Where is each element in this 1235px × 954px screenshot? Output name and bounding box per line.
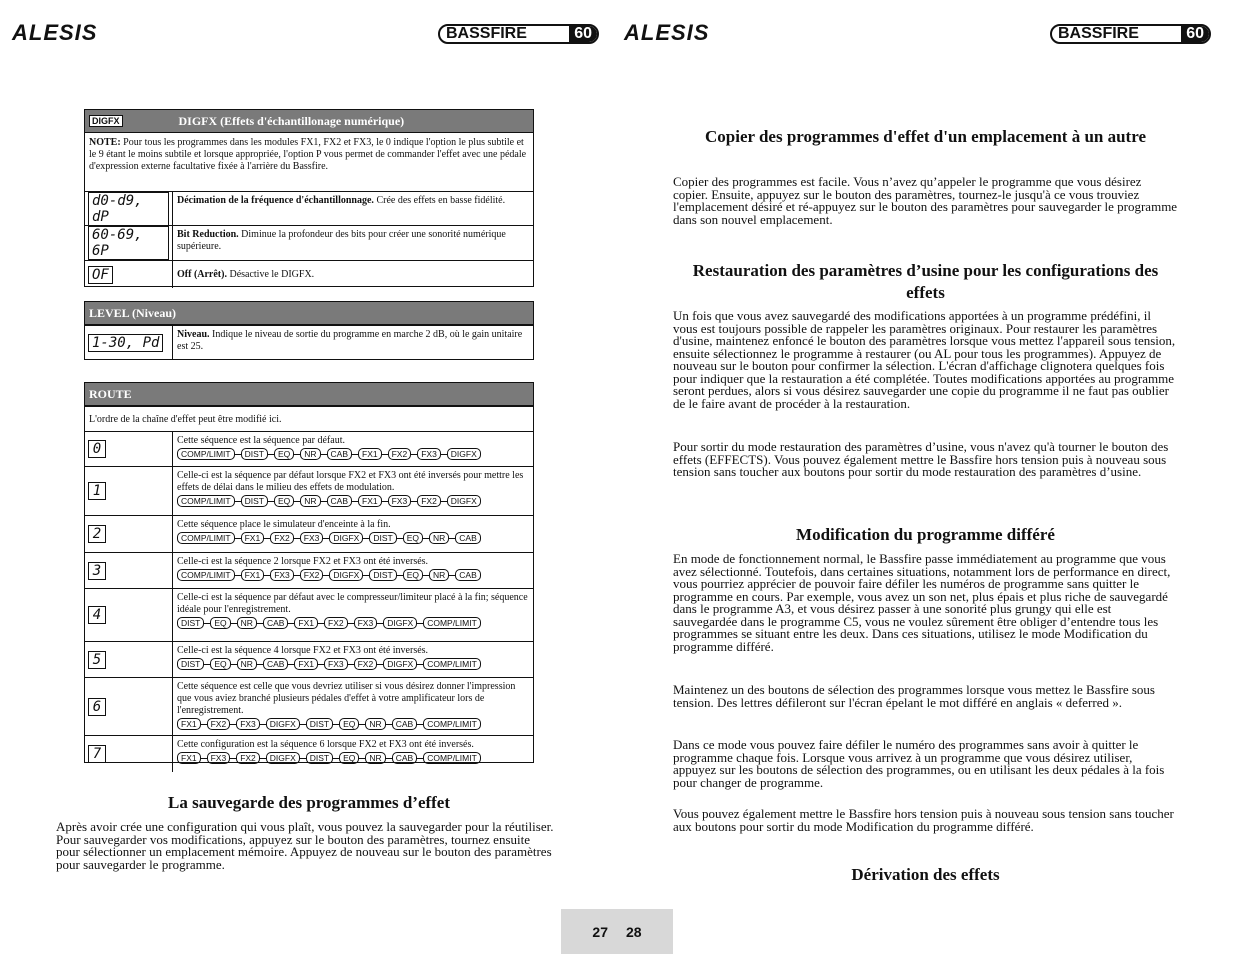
- route-desc: Cette séquence est la séquence par défaut.: [177, 435, 345, 446]
- chain-block: EQ: [274, 448, 294, 460]
- bassfire-logo-left: [438, 24, 599, 44]
- chain-block: FX3: [207, 752, 231, 764]
- lcd-display: 5: [88, 651, 106, 669]
- row-desc: Désactive le DIGFX.: [229, 268, 315, 280]
- chain-block: DIGFX: [329, 569, 363, 581]
- page-number-right: 28: [626, 923, 642, 940]
- effect-chain: [177, 495, 529, 507]
- chain-block: DIGFX: [329, 532, 363, 544]
- chain-block: FX1: [294, 617, 318, 629]
- route-desc: Celle-ci est la séquence 4 lorsque FX2 et FX3 ont été inversés.: [177, 645, 429, 656]
- chain-block: NR: [429, 569, 449, 581]
- chain-connector: [235, 454, 241, 455]
- route-desc-cell: [173, 678, 533, 735]
- lcd-display: 3: [88, 562, 106, 580]
- effect-chain: [177, 448, 529, 460]
- chain-block: CAB: [263, 617, 288, 629]
- route-row: [85, 641, 533, 677]
- chain-connector: [231, 664, 237, 665]
- note-text: Pour tous les programmes dans les modules FX1, FX2 et FX3, le 0 indique l'option le plus subtile et le 9 étant le moins subtile et lorsque appropriée, l'option P vous permet de commander l'effet avec une pédale d'expression externe facultative fixée à l'arrière du Bassfire.: [89, 137, 527, 172]
- effect-chain: [177, 617, 529, 629]
- alesis-logo-left: ALESIS: [12, 20, 98, 45]
- chain-block: DIGFX: [383, 658, 417, 670]
- chain-block: EQ: [339, 718, 359, 730]
- route-lcd-cell: [85, 678, 173, 735]
- route-desc-cell: [173, 642, 533, 677]
- row-label: Off (Arrêt).: [177, 268, 227, 280]
- lcd-display: 1-30, Pd: [88, 334, 163, 352]
- chain-connector: [348, 623, 354, 624]
- chain-block: CAB: [455, 569, 480, 581]
- chain-connector: [300, 758, 306, 759]
- chain-connector: [397, 538, 403, 539]
- chain-block: NR: [237, 617, 257, 629]
- chain-block: FX3: [236, 718, 260, 730]
- digfx-row: [85, 191, 533, 225]
- chain-connector: [260, 724, 266, 725]
- route-row: [85, 466, 533, 515]
- route-desc-cell: [173, 432, 533, 466]
- route-row: [85, 588, 533, 641]
- chain-connector: [386, 758, 392, 759]
- bassfire-logo-text: BASSFIRE: [446, 25, 527, 42]
- lcd-display: 1: [88, 482, 106, 500]
- level-table: [84, 301, 534, 360]
- chain-connector: [294, 538, 300, 539]
- chain-block: COMP/LIMIT: [177, 448, 235, 460]
- route-desc: Celle-ci est la séquence 2 lorsque FX2 et FX3 ont été inversés.: [177, 556, 429, 567]
- chain-block: FX2: [324, 617, 348, 629]
- chain-block: FX1: [177, 752, 201, 764]
- chain-connector: [321, 501, 327, 502]
- chain-connector: [397, 575, 403, 576]
- chain-block: FX3: [417, 448, 441, 460]
- route-lcd-cell: [85, 736, 173, 772]
- bassfire-logo-model: 60: [569, 26, 597, 42]
- chain-connector: [348, 664, 354, 665]
- route-lcd-cell: [85, 589, 173, 641]
- route-desc: Celle-ci est la séquence par défaut lorsque FX2 et FX3 ont été inversés pour mettre les effets de délai dans le milieu des effets de modulation.: [177, 470, 524, 493]
- chain-block: EQ: [403, 532, 423, 544]
- chain-block: DIGFX: [447, 495, 481, 507]
- digfx-row: [85, 225, 533, 260]
- chain-block: COMP/LIMIT: [423, 658, 481, 670]
- route-row: [85, 431, 533, 466]
- effect-chain: [177, 718, 529, 730]
- digfx-table: [84, 109, 534, 287]
- note-label: NOTE:: [89, 137, 121, 148]
- chain-block: NR: [365, 752, 385, 764]
- route-row: [85, 735, 533, 772]
- digfx-note: [85, 133, 533, 191]
- chain-block: COMP/LIMIT: [177, 495, 235, 507]
- chain-block: FX2: [207, 718, 231, 730]
- route-desc-cell: [173, 589, 533, 641]
- chain-block: DIGFX: [383, 617, 417, 629]
- chain-connector: [235, 501, 241, 502]
- chain-block: EQ: [210, 658, 230, 670]
- chain-block: DIST: [177, 617, 204, 629]
- row-label: Bit Reduction.: [177, 229, 239, 240]
- route-desc-cell: [173, 467, 533, 515]
- chain-connector: [382, 454, 388, 455]
- level-row: [85, 325, 533, 360]
- route-row: [85, 515, 533, 552]
- chain-block: FX3: [354, 617, 378, 629]
- row-label: Décimation de la fréquence d'échantillonnage.: [177, 195, 374, 206]
- chain-block: COMP/LIMIT: [423, 752, 481, 764]
- route-row: [85, 677, 533, 735]
- digfx-header: [85, 110, 533, 133]
- route-desc: Cette configuration est la séquence 6 lorsque FX2 et FX3 ont été inversés.: [177, 739, 474, 750]
- chain-block: COMP/LIMIT: [423, 617, 481, 629]
- chain-block: FX2: [300, 569, 324, 581]
- deferred-text-3: Dans ce mode vous pouvez faire défiler le numéro des programmes sans avoir à quitter le programme chaque fois. Lorsque vous arrivez à un programme que vous désirez utiliser, appuyez sur les boutons de sélection des programmes, ou en utilisant les deux pédales à la fois pour changer de programme.: [673, 737, 1165, 790]
- route-row: [85, 552, 533, 588]
- route-lcd-cell: [85, 467, 173, 515]
- chain-connector: [441, 501, 447, 502]
- chain-block: FX1: [177, 718, 201, 730]
- chain-block: EQ: [210, 617, 230, 629]
- chain-block: CAB: [392, 752, 417, 764]
- chain-block: CAB: [263, 658, 288, 670]
- effect-chain: [177, 569, 529, 581]
- route-table: [84, 382, 534, 763]
- chain-block: COMP/LIMIT: [423, 718, 481, 730]
- effect-chain: [177, 658, 529, 670]
- save-programs-text: Après avoir crée une configuration qui vous plaît, vous pouvez la sauvegarder pour la réutiliser. Pour sauvegarder vos modifications, appuyez sur le bouton des paramètres, tournez ensuite pour sélectionner un emplacement mémoire. Appuyez de nouveau sur le bouton des paramètres pour sauvegarder le programme.: [56, 819, 554, 872]
- chain-block: DIST: [306, 752, 333, 764]
- digfx-title: DIGFX (Effets d'échantillonage numérique): [178, 113, 405, 128]
- chain-connector: [386, 724, 392, 725]
- route-desc: Cette séquence place le simulateur d'enceinte à la fin.: [177, 519, 391, 530]
- chain-block: DIST: [306, 718, 333, 730]
- chain-connector: [235, 575, 241, 576]
- chain-block: FX1: [358, 495, 382, 507]
- route-lcd-cell: [85, 432, 173, 466]
- chain-block: FX2: [354, 658, 378, 670]
- chain-connector: [260, 758, 266, 759]
- chain-block: FX1: [241, 569, 265, 581]
- chain-block: EQ: [274, 495, 294, 507]
- chain-block: DIST: [369, 569, 396, 581]
- row-label: Niveau.: [177, 329, 210, 340]
- chain-block: NR: [300, 495, 320, 507]
- bassfire-logo-right: [1050, 24, 1211, 44]
- chain-block: EQ: [339, 752, 359, 764]
- deferred-title: Modification du programme différé: [796, 525, 1055, 544]
- chain-block: DIST: [177, 658, 204, 670]
- effect-chain: [177, 752, 529, 764]
- route-lcd-cell: [85, 553, 173, 588]
- save-programs-title: La sauvegarde des programmes d’effet: [167, 793, 451, 812]
- deferred-text-4: Vous pouvez également mettre le Bassfire hors tension puis à nouveau sous tension sans toucher aux boutons pour sortir du mode Modification du programme différé.: [673, 806, 1174, 834]
- route-desc: Cette séquence est celle que vous devriez utiliser si vous désirez donner l'impression que vous aviez branché plusieurs pédales d'effet à votre amplificateur lors de l'enregistrement.: [177, 681, 516, 716]
- row-desc: Indique le niveau de sortie du programme en marche 2 dB, où le gain unitaire est 25.: [177, 329, 523, 352]
- bassfire-logo-text: BASSFIRE: [1058, 25, 1139, 42]
- chain-block: FX2: [236, 752, 260, 764]
- chain-block: DIGFX: [447, 448, 481, 460]
- chain-connector: [294, 575, 300, 576]
- chain-block: FX1: [241, 532, 265, 544]
- copy-programs-text: Copier des programmes est facile. Vous n’avez qu’appeler le programme que vous désirez copier. Ensuite, appuyez sur le bouton des paramètres, tournez-le jusqu'à ce vous trouviez l'emplacement désiré et ré-appuyez sur le bouton des paramètres pour sauvegarder le programme dans son nouvel emplacement.: [673, 174, 1178, 227]
- chain-block: FX1: [294, 658, 318, 670]
- row-desc: Crée des effets en basse fidélité.: [376, 195, 506, 206]
- chain-block: FX3: [300, 532, 324, 544]
- chain-block: COMP/LIMIT: [177, 532, 235, 544]
- route-header: ROUTE: [85, 383, 533, 406]
- level-header: LEVEL (Niveau): [85, 302, 533, 325]
- digfx-row: [85, 260, 533, 288]
- lcd-display: 4: [88, 606, 106, 624]
- chain-block: NR: [429, 532, 449, 544]
- lcd-display: d0-d9, dP: [88, 192, 169, 226]
- row-desc: Diminue la profondeur des bits pour créer une sonorité numérique supérieure.: [177, 229, 506, 252]
- restore-title: Restauration des paramètres d’usine pour les configurations des effets: [692, 261, 1159, 302]
- chain-block: COMP/LIMIT: [177, 569, 235, 581]
- bassfire-logo-model: 60: [1181, 26, 1209, 42]
- effect-chain: [177, 532, 529, 544]
- chain-block: NR: [365, 718, 385, 730]
- copy-programs-title: Copier des programmes d'effet d'un emplacement à un autre: [704, 127, 1147, 146]
- chain-connector: [201, 724, 207, 725]
- route-desc: Celle-ci est la séquence par défaut avec le compresseur/limiteur placé à la fin; séquence idéale pour l'enregistrement.: [177, 592, 528, 615]
- chain-connector: [441, 454, 447, 455]
- lcd-display: 7: [88, 745, 106, 763]
- chain-block: DIST: [241, 495, 268, 507]
- restore-text-2: Pour sortir du mode restauration des paramètres d’usine, vous n'avez qu'à tourner le bouton des effets (EFFECTS). Vous pouvez également mettre le Bassfire hors tension puis à nouveau sous tension sans toucher aux boutons pour sortir du mode restauration des paramètres d’usine.: [673, 439, 1169, 479]
- chain-block: DIGFX: [266, 752, 300, 764]
- route-lcd-cell: [85, 642, 173, 677]
- chain-block: DIGFX: [266, 718, 300, 730]
- restore-text-1: Un fois que vous avez sauvegardé des modifications apportées à un programme prédéfini, il vous est toujours possible de rappeler les paramètres originaux. Pour restaurer les paramètres d'usine, maintenez enfoncé le bouton des paramètres lorsque vous mettez l'appareil sous tension, ensuite sélectionnez le programme à restaurer (ou AL pour tous les programmes). Appuyez de nouveau sur le bouton pour confirmer la sélection. L'écran d'affichage clignotera quelques fois pour indiquer que la restauration a été complétée. Toutes modifications apportées au programme seront perdues, alors si vous désirez sauvegarder une copie du programme il ne faut pas oublier de le faire avant de procéder à la restauration.: [673, 308, 1176, 411]
- chain-block: FX3: [324, 658, 348, 670]
- deferred-text-1: En mode de fonctionnement normal, le Bassfire passe immédiatement au programme que vous avez sélectionné. Toutefois, dans certaines situations, notamment lors de performance en direct, vous pourriez apprécier de pouvoir faire défiler les numéros de programme sans quitter le programme en cours. Par exemple, vous avez un son net, plus épais et plus riche de sauvegardé dans le programme A3, et vous désirez passer à une sonorité plus grungy qui elle est sauvegardée dans le programme C5, vous ne voulez sûrement être obliger d’entendre tous les programmes se situant entre les deux. Dans ces situations, utilisez le mode Modification du programme différé.: [673, 551, 1171, 654]
- route-lcd-cell: [85, 516, 173, 552]
- chain-connector: [300, 724, 306, 725]
- chain-block: CAB: [455, 532, 480, 544]
- chain-block: FX3: [388, 495, 412, 507]
- digfx-badge: DIGFX: [89, 115, 123, 127]
- chain-connector: [235, 538, 241, 539]
- route-desc-cell: [173, 553, 533, 588]
- route-intro: L'ordre de la chaîne d'effet peut être modifié ici.: [85, 406, 533, 431]
- lcd-display: 6: [88, 698, 106, 716]
- route-desc-cell: [173, 736, 533, 772]
- lcd-display: OF: [88, 266, 113, 284]
- chain-block: FX1: [358, 448, 382, 460]
- chain-block: NR: [300, 448, 320, 460]
- chain-block: FX2: [270, 532, 294, 544]
- chain-block: CAB: [327, 448, 352, 460]
- chain-block: CAB: [327, 495, 352, 507]
- chain-connector: [201, 758, 207, 759]
- chain-block: NR: [237, 658, 257, 670]
- chain-block: DIST: [369, 532, 396, 544]
- route-desc-cell: [173, 516, 533, 552]
- chain-block: FX2: [388, 448, 412, 460]
- page-number-left: 27: [592, 923, 608, 940]
- chain-connector: [382, 501, 388, 502]
- alesis-logo-right: ALESIS: [624, 20, 710, 45]
- chain-connector: [231, 623, 237, 624]
- chain-block: EQ: [403, 569, 423, 581]
- chain-block: CAB: [392, 718, 417, 730]
- deferred-text-2: Maintenez un des boutons de sélection des programmes lorsque vous mettez le Bassfire sous tension. Des lettres défileront sur l'écran épelant le mot différé en anglais « deferred ».: [673, 682, 1155, 710]
- chain-connector: [321, 454, 327, 455]
- chain-block: FX3: [270, 569, 294, 581]
- chain-block: DIST: [241, 448, 268, 460]
- lcd-display: 0: [88, 440, 106, 458]
- lcd-display: 60-69, 6P: [88, 226, 169, 260]
- bypass-title: Dérivation des effets: [851, 865, 1000, 884]
- lcd-display: 2: [88, 525, 106, 543]
- page-numbers: [561, 909, 673, 954]
- chain-block: FX2: [417, 495, 441, 507]
